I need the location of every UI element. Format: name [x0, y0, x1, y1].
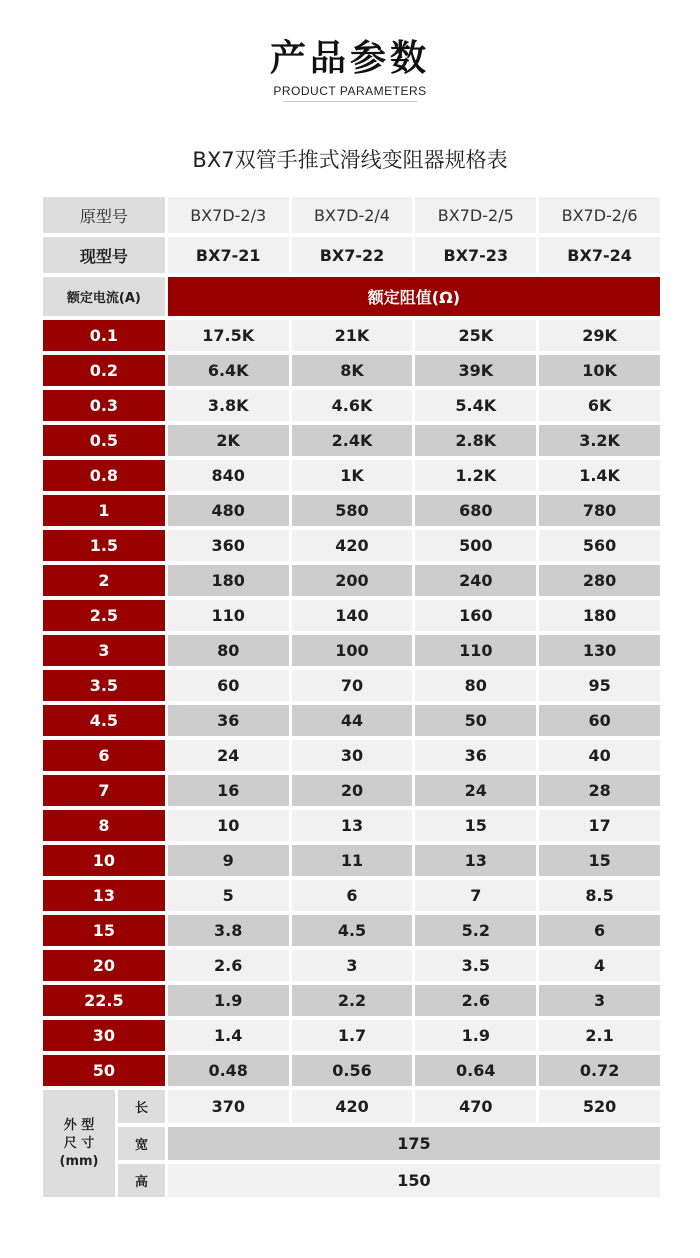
resistance-cell: 1.9 — [415, 1020, 536, 1051]
table-row — [43, 460, 660, 491]
table-row — [43, 705, 660, 736]
resistance-cell: 11 — [292, 845, 413, 876]
resistance-cell: 29K — [539, 320, 660, 351]
resistance-cell: 3 — [292, 950, 413, 981]
dimensions-label-line: (mm) — [59, 1153, 99, 1169]
resistance-cell: 1.4K — [539, 460, 660, 491]
rated-current-cell: 1 — [43, 495, 165, 526]
length-cell: 470 — [415, 1090, 536, 1123]
original-model-cell: BX7D-2/3 — [168, 197, 289, 233]
rated-current-cell: 50 — [43, 1055, 165, 1086]
resistance-cell: 13 — [292, 810, 413, 841]
table-row — [43, 390, 660, 421]
table-row — [43, 1020, 660, 1051]
resistance-cell: 480 — [168, 495, 289, 526]
resistance-cell: 1K — [292, 460, 413, 491]
resistance-cell: 44 — [292, 705, 413, 736]
resistance-cell: 5 — [168, 880, 289, 911]
rated-current-cell: 0.8 — [43, 460, 165, 491]
page-subtitle: PRODUCT PARAMETERS — [273, 84, 427, 98]
resistance-cell: 6 — [292, 880, 413, 911]
resistance-cell: 1.7 — [292, 1020, 413, 1051]
dimensions-label-line: 外 型 — [63, 1117, 95, 1133]
resistance-cell: 6 — [539, 915, 660, 946]
resistance-cell: 24 — [415, 775, 536, 806]
rated-resistance-header: 额定阻值(Ω) — [168, 277, 660, 316]
table-row — [43, 740, 660, 771]
length-cell: 420 — [292, 1090, 413, 1123]
table-row — [43, 775, 660, 806]
resistance-cell: 20 — [292, 775, 413, 806]
resistance-cell: 10K — [539, 355, 660, 386]
table-row — [43, 635, 660, 666]
resistance-cell: 3.2K — [539, 425, 660, 456]
resistance-cell: 8K — [292, 355, 413, 386]
page-title: 产品参数 — [269, 38, 430, 79]
resistance-cell: 50 — [415, 705, 536, 736]
length-cell: 520 — [539, 1090, 660, 1123]
resistance-cell: 2.8K — [415, 425, 536, 456]
table-row — [43, 565, 660, 596]
rated-current-cell: 0.5 — [43, 425, 165, 456]
resistance-cell: 500 — [415, 530, 536, 561]
resistance-cell: 160 — [415, 600, 536, 631]
resistance-cell: 680 — [415, 495, 536, 526]
resistance-cell: 2K — [168, 425, 289, 456]
height-label: 高 — [118, 1164, 165, 1197]
width-label: 宽 — [118, 1127, 165, 1160]
rated-current-cell: 6 — [43, 740, 165, 771]
dimensions-block — [43, 1090, 660, 1197]
resistance-cell: 8.5 — [539, 880, 660, 911]
data-rows — [43, 320, 660, 1086]
resistance-cell: 580 — [292, 495, 413, 526]
resistance-cell: 80 — [168, 635, 289, 666]
table-row — [43, 425, 660, 456]
original-model-cell: BX7D-2/4 — [292, 197, 413, 233]
rated-current-cell: 3 — [43, 635, 165, 666]
table-row — [43, 950, 660, 981]
resistance-cell: 70 — [292, 670, 413, 701]
resistance-cell: 17 — [539, 810, 660, 841]
resistance-cell: 10 — [168, 810, 289, 841]
table-row — [43, 355, 660, 386]
resistance-cell: 4.6K — [292, 390, 413, 421]
resistance-cell: 60 — [168, 670, 289, 701]
resistance-cell: 2.1 — [539, 1020, 660, 1051]
table-row — [43, 915, 660, 946]
resistance-cell: 4 — [539, 950, 660, 981]
resistance-cell: 15 — [415, 810, 536, 841]
resistance-cell: 6.4K — [168, 355, 289, 386]
resistance-cell: 110 — [168, 600, 289, 631]
width-row — [118, 1127, 660, 1160]
rated-current-cell: 0.2 — [43, 355, 165, 386]
current-model-cell: BX7-21 — [168, 237, 289, 273]
resistance-cell: 280 — [539, 565, 660, 596]
resistance-cell: 95 — [539, 670, 660, 701]
table-row — [43, 495, 660, 526]
current-model-cell: BX7-24 — [539, 237, 660, 273]
rated-current-cell: 10 — [43, 845, 165, 876]
title-divider — [283, 101, 417, 102]
current-model-row — [43, 237, 660, 273]
rated-current-cell: 2.5 — [43, 600, 165, 631]
table-row — [43, 600, 660, 631]
resistance-cell: 3 — [539, 985, 660, 1016]
rated-current-cell: 4.5 — [43, 705, 165, 736]
table-row — [43, 810, 660, 841]
resistance-cell: 560 — [539, 530, 660, 561]
width-cell: 175 — [168, 1127, 660, 1160]
length-label: 长 — [118, 1090, 165, 1123]
current-model-label: 现型号 — [43, 237, 165, 273]
resistance-cell: 36 — [168, 705, 289, 736]
resistance-cell: 5.2 — [415, 915, 536, 946]
resistance-cell: 140 — [292, 600, 413, 631]
table-row — [43, 670, 660, 701]
resistance-cell: 3.8K — [168, 390, 289, 421]
table-row — [43, 880, 660, 911]
current-model-cell: BX7-22 — [292, 237, 413, 273]
resistance-cell: 2.4K — [292, 425, 413, 456]
resistance-cell: 2.2 — [292, 985, 413, 1016]
resistance-cell: 110 — [415, 635, 536, 666]
resistance-cell: 0.64 — [415, 1055, 536, 1086]
length-cell: 370 — [168, 1090, 289, 1123]
resistance-cell: 30 — [292, 740, 413, 771]
resistance-cell: 1.2K — [415, 460, 536, 491]
resistance-cell: 4.5 — [292, 915, 413, 946]
rated-current-cell: 15 — [43, 915, 165, 946]
rated-current-cell: 1.5 — [43, 530, 165, 561]
resistance-cell: 180 — [539, 600, 660, 631]
resistance-cell: 3.8 — [168, 915, 289, 946]
length-row — [118, 1090, 660, 1123]
resistance-cell: 5.4K — [415, 390, 536, 421]
resistance-cell: 180 — [168, 565, 289, 596]
original-model-label: 原型号 — [43, 197, 165, 233]
resistance-cell: 240 — [415, 565, 536, 596]
resistance-cell: 840 — [168, 460, 289, 491]
rated-current-cell: 20 — [43, 950, 165, 981]
original-model-cell: BX7D-2/5 — [415, 197, 536, 233]
dimensions-label — [43, 1090, 115, 1197]
resistance-cell: 360 — [168, 530, 289, 561]
rated-current-cell: 8 — [43, 810, 165, 841]
rated-current-cell: 13 — [43, 880, 165, 911]
resistance-cell: 1.9 — [168, 985, 289, 1016]
resistance-cell: 0.72 — [539, 1055, 660, 1086]
resistance-cell: 21K — [292, 320, 413, 351]
resistance-cell: 36 — [415, 740, 536, 771]
resistance-cell: 1.4 — [168, 1020, 289, 1051]
rated-current-cell: 0.1 — [43, 320, 165, 351]
rated-current-header: 额定电流(A) — [43, 277, 165, 316]
table-row — [43, 845, 660, 876]
dimensions-label-line: 尺 寸 — [63, 1135, 95, 1151]
original-model-cell: BX7D-2/6 — [539, 197, 660, 233]
table-row — [43, 530, 660, 561]
resistance-cell: 3.5 — [415, 950, 536, 981]
table-row — [43, 320, 660, 351]
resistance-cell: 2.6 — [415, 985, 536, 1016]
table-row — [43, 985, 660, 1016]
height-row — [118, 1164, 660, 1197]
rated-current-cell: 30 — [43, 1020, 165, 1051]
rated-current-cell: 3.5 — [43, 670, 165, 701]
resistance-cell: 17.5K — [168, 320, 289, 351]
rated-current-cell: 7 — [43, 775, 165, 806]
resistance-cell: 39K — [415, 355, 536, 386]
resistance-cell: 60 — [539, 705, 660, 736]
current-model-cell: BX7-23 — [415, 237, 536, 273]
resistance-cell: 2.6 — [168, 950, 289, 981]
resistance-cell: 13 — [415, 845, 536, 876]
dimensions-values — [118, 1090, 660, 1197]
resistance-cell: 780 — [539, 495, 660, 526]
rated-current-cell: 22.5 — [43, 985, 165, 1016]
resistance-cell: 24 — [168, 740, 289, 771]
spec-table — [43, 197, 660, 1197]
resistance-cell: 0.56 — [292, 1055, 413, 1086]
resistance-cell: 420 — [292, 530, 413, 561]
resistance-cell: 7 — [415, 880, 536, 911]
resistance-cell: 25K — [415, 320, 536, 351]
resistance-cell: 0.48 — [168, 1055, 289, 1086]
resistance-cell: 16 — [168, 775, 289, 806]
table-title: BX7双管手推式滑线变阻器规格表 — [192, 148, 508, 172]
rated-current-cell: 0.3 — [43, 390, 165, 421]
original-model-row — [43, 197, 660, 233]
resistance-cell: 80 — [415, 670, 536, 701]
resistance-cell: 100 — [292, 635, 413, 666]
resistance-cell: 6K — [539, 390, 660, 421]
height-cell: 150 — [168, 1164, 660, 1197]
resistance-cell: 15 — [539, 845, 660, 876]
resistance-cell: 9 — [168, 845, 289, 876]
section-header-row — [43, 277, 660, 316]
rated-current-cell: 2 — [43, 565, 165, 596]
resistance-cell: 130 — [539, 635, 660, 666]
page-header — [0, 36, 700, 98]
resistance-cell: 200 — [292, 565, 413, 596]
resistance-cell: 40 — [539, 740, 660, 771]
table-row — [43, 1055, 660, 1086]
resistance-cell: 28 — [539, 775, 660, 806]
